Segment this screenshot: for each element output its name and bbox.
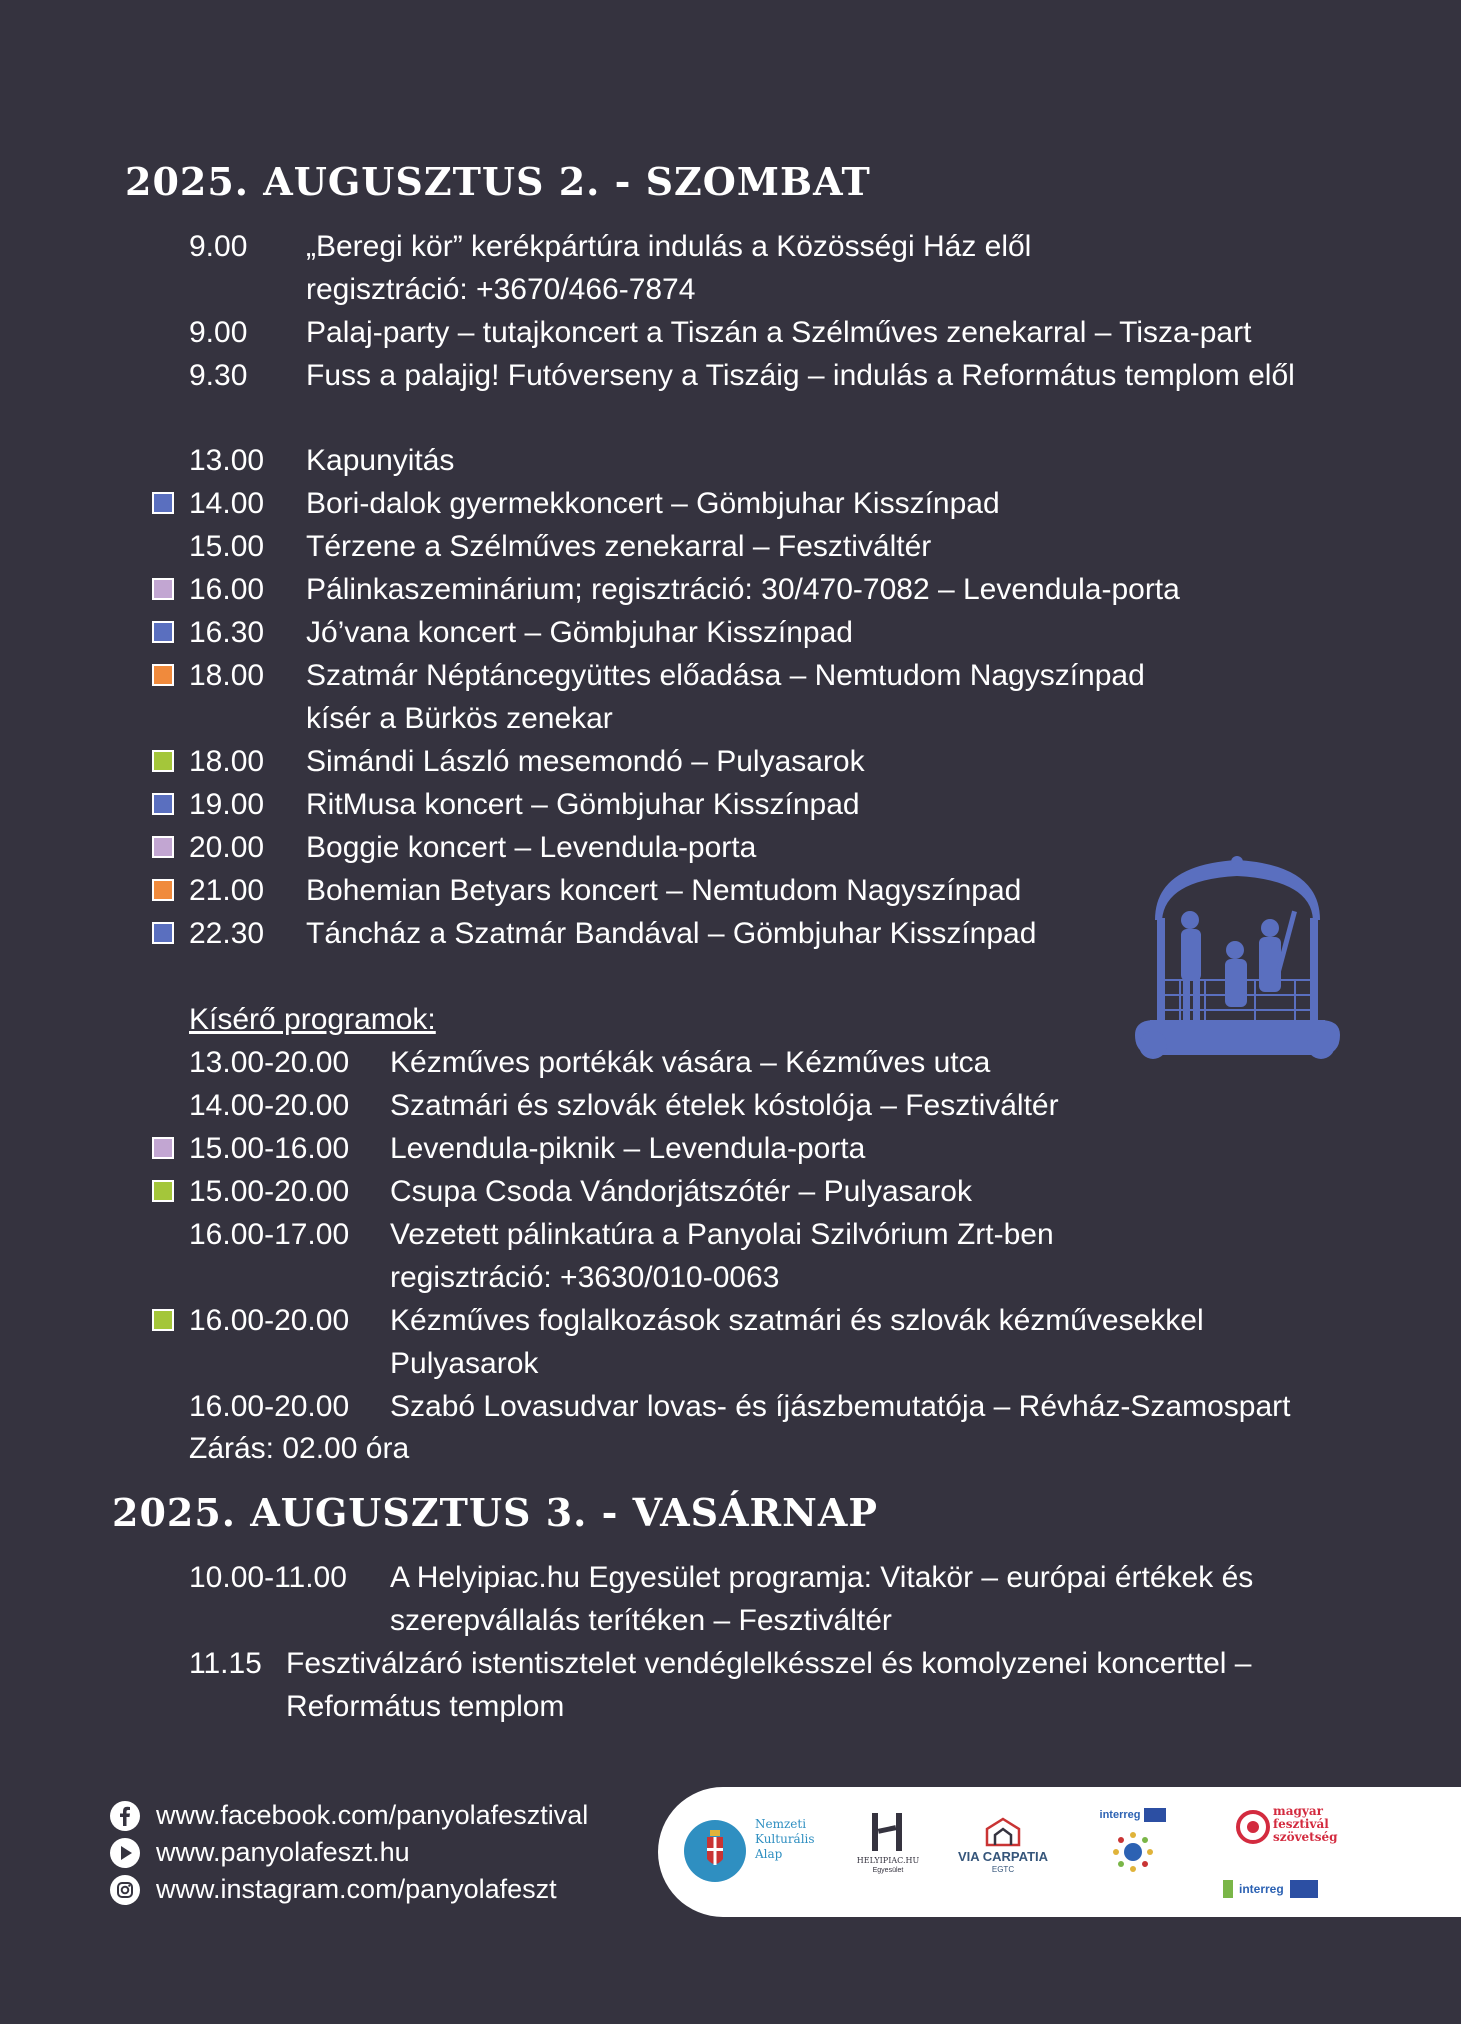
interreg-label-2: interreg — [1239, 1882, 1284, 1896]
schedule-row — [0, 1299, 1461, 1385]
interreg-mark-icon — [1223, 1880, 1233, 1898]
row-text-2: Református templom — [286, 1690, 565, 1723]
row-text: Pálinkaszeminárium; regisztráció: 30/470-7082 – Levendula-porta — [306, 573, 1180, 606]
stage-marker-levendula — [152, 1137, 174, 1159]
via-carpatia-name: VIA CARPATIA — [957, 1849, 1049, 1864]
schedule-row — [0, 311, 1461, 354]
website-url: www.panyolafeszt.hu — [156, 1837, 410, 1867]
row-time: 21.00 — [189, 874, 265, 907]
row-time: 19.00 — [189, 788, 265, 821]
eu-flag-icon — [1290, 1880, 1318, 1898]
mfsz-logo — [1233, 1805, 1373, 1855]
row-time: 14.00 — [189, 487, 265, 520]
row-time: 16.00-17.00 — [189, 1218, 350, 1251]
interreg-label: interreg — [1099, 1809, 1141, 1821]
row-time: 20.00 — [189, 831, 265, 864]
row-time: 10.00-11.00 — [189, 1561, 347, 1594]
stage-marker-pulyasarok — [152, 1180, 174, 1202]
row-time: 22.30 — [189, 917, 265, 950]
via-carpatia-logo — [943, 1817, 1063, 1897]
row-time: 9.00 — [189, 230, 248, 263]
mfsz-line: magyar — [1273, 1804, 1323, 1818]
row-time: 9.30 — [189, 359, 248, 392]
schedule-row — [0, 225, 1461, 311]
row-time: 18.00 — [189, 745, 265, 778]
side-programs — [0, 1041, 1461, 1428]
closing-time: Zárás: 02.00 óra — [189, 1432, 410, 1465]
schedule-row — [0, 482, 1461, 525]
helyipiac-name: HELYIPIAC.HU — [856, 1856, 920, 1865]
row-text-2: Pulyasarok — [390, 1347, 539, 1380]
row-text: Táncház a Szatmár Bandával – Gömbjuhar Kisszínpad — [306, 917, 1037, 950]
stage-marker-gombjuhar — [152, 492, 174, 514]
row-text-2: szerepvállalás terítéken – Fesztiváltér — [390, 1604, 892, 1637]
schedule-row — [0, 783, 1461, 826]
row-time: 16.00-20.00 — [189, 1390, 350, 1423]
helyipiac-sub: Egyesület — [872, 1867, 904, 1874]
facebook-url: www.facebook.com/panyolafesztival — [156, 1800, 589, 1830]
row-time: 13.00-20.00 — [189, 1046, 350, 1079]
stage-marker-levendula — [152, 578, 174, 600]
row-text-2: kísér a Bürkös zenekar — [306, 702, 613, 735]
row-time: 18.00 — [189, 659, 265, 692]
schedule-row — [0, 1213, 1461, 1299]
stage-marker-nemtudom — [152, 664, 174, 686]
row-text: Palaj-party – tutajkoncert a Tiszán a Szélműves zenekarral – Tisza-part — [306, 316, 1252, 349]
schedule-row — [0, 654, 1461, 740]
schedule-row — [0, 1127, 1461, 1170]
saturday-schedule — [0, 225, 1461, 955]
schedule-row — [0, 1642, 1461, 1728]
row-text: Levendula-piknik – Levendula-porta — [390, 1132, 866, 1165]
row-text: RitMusa koncert – Gömbjuhar Kisszínpad — [306, 788, 860, 821]
schedule-row — [0, 439, 1461, 482]
schedule-row — [0, 1385, 1461, 1428]
row-text: Bori-dalok gyermekkoncert – Gömbjuhar Kisszínpad — [306, 487, 1000, 520]
row-time: 9.00 — [189, 316, 248, 349]
row-text: Fuss a palajig! Futóverseny a Tiszáig – indulás a Református templom elől — [306, 359, 1295, 392]
row-time: 16.00-20.00 — [189, 1304, 350, 1337]
stage-marker-gombjuhar — [152, 621, 174, 643]
row-time: 15.00 — [189, 530, 265, 563]
row-text: Szatmári és szlovák ételek kóstolója – Fesztiváltér — [390, 1089, 1059, 1122]
instagram-icon — [110, 1875, 140, 1905]
sunday-schedule — [0, 1556, 1461, 1728]
row-time: 13.00 — [189, 444, 265, 477]
schedule-row — [0, 568, 1461, 611]
row-text: Csupa Csoda Vándorjátszótér – Pulyasarok — [390, 1175, 972, 1208]
via-carpatia-sub: EGTC — [991, 1865, 1015, 1874]
side-programs-heading: Kísérő programok: — [189, 1003, 436, 1036]
row-text: „Beregi kör” kerékpártúra indulás a Közösségi Ház elől — [306, 230, 1032, 263]
sunday-heading: 2025. AUGUSZTUS 3. - VASÁRNAP — [112, 1490, 878, 1535]
row-text: A Helyipiac.hu Egyesület programja: Vitakör – európai értékek és — [390, 1561, 1254, 1594]
row-text-2: regisztráció: +3630/010-0063 — [390, 1261, 780, 1294]
stage-marker-levendula — [152, 836, 174, 858]
row-text: Szabó Lovasudvar lovas- és íjászbemutatója – Révház-Szamospart — [390, 1390, 1291, 1423]
mfsz-line: szövetség — [1273, 1830, 1338, 1844]
stage-marker-nemtudom — [152, 879, 174, 901]
saturday-heading: 2025. AUGUSZTUS 2. - SZOMBAT — [125, 159, 871, 204]
helyipiac-logo — [848, 1809, 928, 1899]
row-text: Vezetett pálinkatúra a Panyolai Szilvórium Zrt-ben — [390, 1218, 1054, 1251]
row-time: 14.00-20.00 — [189, 1089, 350, 1122]
schedule-row — [0, 611, 1461, 654]
schedule-row — [0, 1084, 1461, 1127]
play-icon — [110, 1838, 140, 1868]
schedule-row — [0, 354, 1461, 397]
eu-flag-icon — [1144, 1808, 1166, 1822]
row-time: 16.30 — [189, 616, 265, 649]
row-text: Szatmár Néptáncegyüttes előadása – Nemtudom Nagyszínpad — [306, 659, 1145, 692]
mfsz-line: fesztivál — [1273, 1817, 1329, 1831]
row-text: Boggie koncert – Levendula-porta — [306, 831, 757, 864]
row-text: Simándi László mesemondó – Pulyasarok — [306, 745, 865, 778]
stage-marker-gombjuhar — [152, 793, 174, 815]
musicians-wagon-illustration — [1135, 850, 1340, 1060]
stage-marker-pulyasarok — [152, 750, 174, 772]
stage-marker-gombjuhar — [152, 922, 174, 944]
row-text: Bohemian Betyars koncert – Nemtudom Nagyszínpad — [306, 874, 1022, 907]
row-text: Kézműves portékák vására – Kézműves utca — [390, 1046, 991, 1079]
nka-line: Kulturális — [755, 1832, 815, 1846]
row-text-2: regisztráció: +3670/466-7874 — [306, 273, 696, 306]
row-text: Kézműves foglalkozások szatmári és szlovák kézművesekkel — [390, 1304, 1204, 1337]
facebook-icon — [110, 1801, 140, 1831]
row-time: 15.00-20.00 — [189, 1175, 350, 1208]
stage-marker-pulyasarok — [152, 1309, 174, 1331]
row-text: Fesztiválzáró istentisztelet vendéglelkésszel és komolyzenei koncerttel – — [286, 1647, 1252, 1680]
row-text: Jó’vana koncert – Gömbjuhar Kisszínpad — [306, 616, 853, 649]
row-time: 16.00 — [189, 573, 265, 606]
row-time: 15.00-16.00 — [189, 1132, 350, 1165]
schedule-row — [0, 1170, 1461, 1213]
nka-line: Nemzeti — [755, 1817, 807, 1831]
instagram-url: www.instagram.com/panyolafeszt — [156, 1874, 557, 1904]
nka-logo — [683, 1811, 853, 1891]
nka-line: Alap — [755, 1847, 783, 1861]
interreg-logo — [1088, 1807, 1178, 1897]
sponsor-band — [658, 1787, 1461, 1917]
row-time: 11.15 — [189, 1647, 262, 1680]
interreg-eu-logo — [1223, 1877, 1403, 1901]
schedule-row — [0, 1556, 1461, 1642]
row-text: Kapunyitás — [306, 444, 455, 477]
schedule-row — [0, 525, 1461, 568]
schedule-row — [0, 740, 1461, 783]
row-text: Térzene a Szélműves zenekarral – Fesztiváltér — [306, 530, 932, 563]
